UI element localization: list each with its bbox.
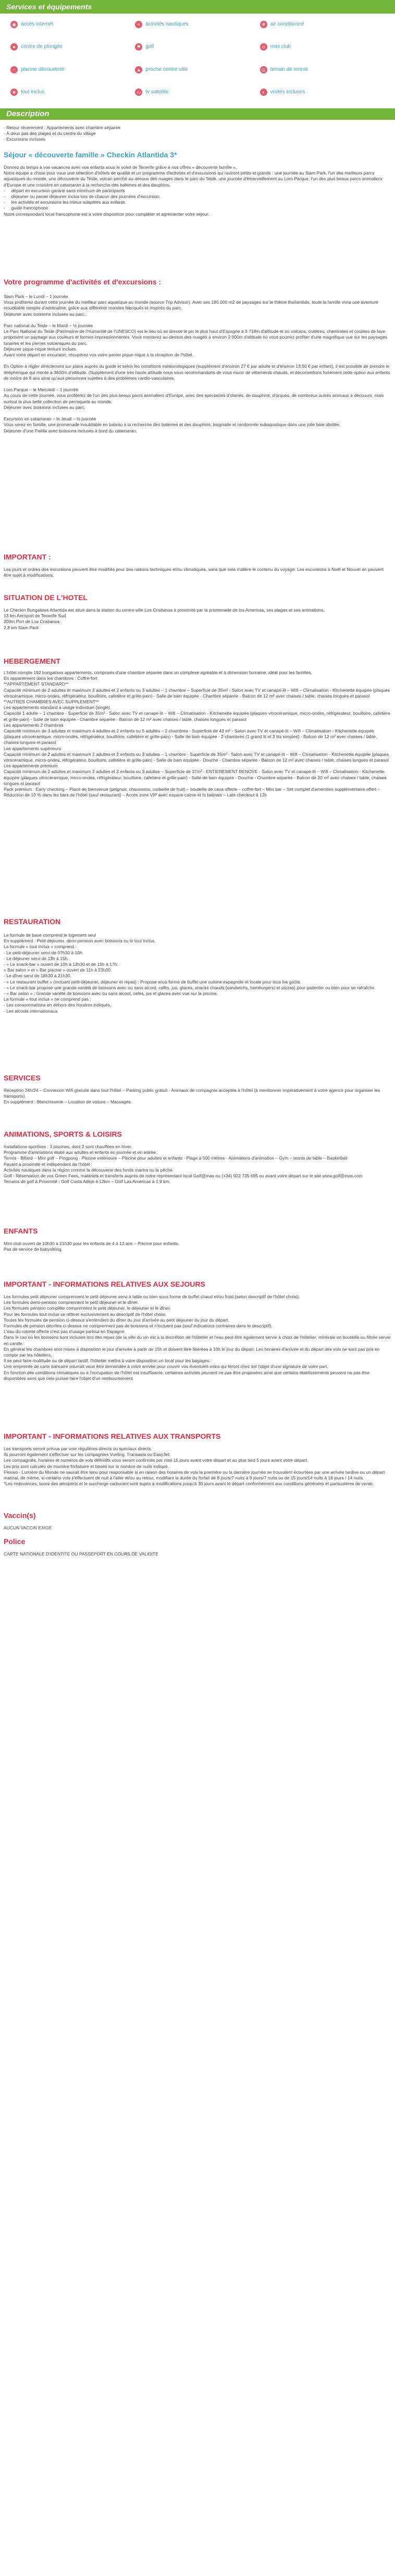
services-header: Services et équipements xyxy=(0,0,395,14)
services-grid xyxy=(0,14,395,103)
sejour-block xyxy=(4,150,391,217)
programme-block xyxy=(4,277,391,434)
service-item xyxy=(135,86,260,99)
snowflake-icon: ✻ xyxy=(260,21,267,28)
services2-block xyxy=(4,1073,391,1105)
situation-text: Le Checkin Bungalows Atlantida est situé dans la station du centre-ville Los Cristianos à proximité par la promenade de los Americas, ses plages et ses animations. 13 km Aéroport de Tenerife Sud 200m Port de Los Cristianos 2,8 km Siam Park xyxy=(4,607,325,630)
hebergement-text: L'hôtel compte 192 bungalows appartements, composés d'une chambre séparée dans un complexe agréable et à dimension humaine, idéal pour les familles. En appartement dans les chambres : Coffre-fort **APPARTEMENT STANDARD** Capacité minimum de 2 adultes et maximum 2 adultes et 2 enfants ou 3 adultes – 1 chambre – Superficie de 35m² - Salon avec TV et canapé-lit – Wifi – Climatisation - Kitchenette équipée (plaques vitrocéramique, micro-ondes, réfrigérateur, bouilloire, cafetière et grille-pain) - Salle de bain équipée - Chambre séparée - Balcon de 12 m² avec chaises / table, chaises longues et parasol **AUTRES CHAMBRES AVEC SUPPLEMENT** Les appartements standard à usage individuel (single) Capacité 1 adulte – 1 chambre - Superficie de 35m² - Salon avec TV et canapé-lit – Wifi – Climatisation - Kitchenette équipée (plaques vitrocéramique, micro-ondes, réfrigérateur, bouilloire, cafetière et grille-pain) - Salle de bain équipée - Chambre séparée - Balcon de 12 m² avec chaises / table, chaises longues et parasol Les appartements 2 chambres Capacité minimum de 3 adultes et maximum 4 adultes et 2 enfants ou 5 adultes – 2 chambres - Superficie de 43 m² - Salon avec TV et canapé-lit – Wifi – Climatisation - Kitchenette équipée (plaques vitrocéramique, micro-ondes, réfrigérateur, bouilloire, cafetière et grille-pain) - Salle de bain équipée - 2 chambres (1 grand lit et 2 lits simples) - Balcon de 12 m² avec chaises / table, chaises longues et parasol Les appartements supérieurs Capacité minimum de 2 adultes et maximum 2 adultes et 2 enfants ou 3 adultes – 1 chambre - Superficie de 35m² - Salon avec TV et canapé-lit – Wifi – Climatisation - Kitchenette équipée (plaques vitrocéramique, micro-ondes, réfrigérateur, bouilloire, cafetière et grille-pain) - Salle de bain équipée - Douche - Chambre séparée - Balcon de 12 m² avec chaises / table, chaises longues et parasol Les appartements premium Capacité minimum de 2 adultes et maximum 2 adultes et 2 enfants ou 3 adultes – Superficie de 37m² - ENTIEREMENT RENOVE - Salon avec TV et canapé-lit – Wifi – Climatisation - Kitchenette équipée (plaques vitrocéramique, micro-ondes, réfrigérateur, bouilloire, cafetière et grille-pain) - Salle de bain équipée - Douche - Chambre séparée - Balcon de 20 m² avec chaises / table, chaises longues et parasol Pack premium : Early checking – Placé de bienvenue (peignoir, chaussons, corbeille de fruit) – bouteille de cava offerte – coffre-fort – Mini bar – Set complet d'amenities supplémentaire offert – Réduction de 10 % dans les bars de l'hôtel (sauf restaurant) – Accès zone VIP avec espace calme et hi balinais – Late checkout à 12h xyxy=(4,670,390,798)
important2-title: IMPORTANT - INFORMATIONS RELATIVES AUX SEJOURS xyxy=(4,1280,205,1288)
restauration-text: La formule de base comprend le logement seul En supplément : Petit déjeuner, demi-pension avec boissons ou le tout inclus. La formule « tout inclus » comprend : - Le petit-déjeuner servi de 07h30 à 10h. - Le déjeuner servi de 13h à 15h. - « Le snack-bar » ouvert de 10h à 12h30 et de 15h à 17h. « Bar salon » et « Bar piscine » ouvert de 11h à 23h30. - Le dîner servi de 18h30 à 21h30. - « Le restaurant buffet » (incluant petit-déjeuner, déjeuner et repas) : Propose sous forme de buffet une cuisine espagnole et locale pour tous les goûts. - « Le snack-bar propose une grande variété de boissons avec ou sans alcool, cafés, jus, glaces, snacks chauds (sandwichs, hamburgers) et pizzas) pour patienter ou bien pour se rafraîchir. - « Bar salon » : Grande variété de boissons avec ou sans alcool, cafés, jus et glaces avec vue sur la piscine. La formule « tout inclus » ne comprend pas : - Les consommations en dehors des horaires indiqués. - Les alcools internationaux. xyxy=(4,932,376,1014)
service-item xyxy=(135,63,260,77)
description-header: Description xyxy=(0,108,395,120)
diver-icon: ● xyxy=(10,43,18,51)
situation-title: SITUATION DE L'HOTEL xyxy=(4,593,88,602)
important-block xyxy=(4,552,391,578)
police-text: CARTE NATIONALE D'IDENTITE OU PASSEPORT EN COURS DE VALIDITE xyxy=(4,1551,158,1557)
sejour-title: Séjour « découverte famille » Checkin Atlantida 3* xyxy=(4,151,177,159)
intro-text: - Retour récemment : Appartements avec chambre séparée - À deux pas des plages et du centre du village - Excursions incluses xyxy=(4,125,120,142)
service-label: tv satellite xyxy=(145,89,169,95)
important2-block xyxy=(4,1279,391,1382)
services2-title: SERVICES xyxy=(4,1074,41,1082)
service-item xyxy=(10,86,135,99)
boat-icon: ≈ xyxy=(135,21,142,28)
service-label: air conditionné xyxy=(270,21,304,27)
important-title: IMPORTANT : xyxy=(4,553,51,561)
service-label: tout inclus xyxy=(21,89,45,95)
service-label: activités nautiques xyxy=(145,21,189,27)
kids-icon: ☺ xyxy=(260,43,267,51)
all-inclusive-icon: ★ xyxy=(10,89,18,96)
service-item xyxy=(10,63,135,77)
programme-title: Votre programme d'activités et d'excursions : xyxy=(4,278,162,286)
city-icon: ▲ xyxy=(135,66,142,73)
service-item xyxy=(135,18,260,31)
animations-title: ANIMATIONS, SPORTS & LOISIRS xyxy=(4,1130,122,1138)
restauration-title: RESTAURATION xyxy=(4,917,61,926)
service-item xyxy=(260,41,385,54)
vaccin-block xyxy=(4,1511,391,1531)
police-block xyxy=(4,1537,391,1557)
wifi-icon: ◉ xyxy=(10,21,18,28)
service-item xyxy=(260,18,385,31)
tennis-icon: ◎ xyxy=(260,66,267,73)
enfants-text: Mini-club ouvert de 10h30 à 21h30 pour les enfants de 4 à 12 ans – Piscine pour enfants. Pas de service de babysitting. xyxy=(4,1241,179,1252)
services2-text: Réception 24h/24 – Connexion Wifi gratuite dans tout l'hôtel – Parking public gratuit - Animaux de compagnie acceptés à l'hôtel (à mentionner impérativement à votre agence pour organiser les transports). En supplément : Blanchisserie – Location de voiture – Massages. xyxy=(4,1088,380,1105)
enfants-title: ENFANTS xyxy=(4,1227,38,1235)
important3-text: Les transports seront prévus par voie régulières directs ou spéciaux directs. Ils pourront également s'effectuer sur les compagnies Vueling, Transavia ou EasyJet. Les compagnies, horaires et numéros de vols définitifs vous seront confirmés par mail 15 jours avant votre départ et au plus tard 5 jours avant votre départ. Les prix sont calculés de manière forfaitaire et basés sur le nombre de nuits indiqué. Flexwo - Lumière du Monde ne saurait être tenu pour responsable si en raison des horaires de vols la première ou la dernière journée se trouvaient écourtées par une arrivée tardive ou un départ matinal, de même, si certains vols s'effectuent de nuit à l'aller et/ou au retour, modifiant la durée du forfait de 8 jours/7 nuits à 9 jours/7 nuits ou de 15 jours/14 nuits à 16 jours / 14 nuits. *Les redevances, taxes des aéroports et le surcharge carburant sont sujets à modifications jusqu'à 30 jours avant le départ conformément aux conditions générales et particulières de vente. xyxy=(4,1446,385,1487)
situation-block xyxy=(4,593,391,631)
important2-text: Les formules petit déjeuner comprennent le petit déjeuner servi à table ou bien sous forme de buffet chaud et/ou froid (selon descriptif de l'hôtel choisi). Les formules demi-pension comprennent le petit déjeuner et le dîner. Les formules pension complète comprennent le petit déjeuner, le déjeuner et le dîner. Pour les formules tout inclus se référer exclusivement au descriptif de l'hôtel choisi. Toutes les formules de pension ci-dessus s'entendent du dîner du jour d'arrivée au petit déjeuner du jour du départ. Formules de pension décrites ci-dessus ne comprennent pas de boissons et n'incluent pas (sauf indications contraires dans le descriptif). L'eau du robinet offerte n'est pas d'usage partout en Espagne. Dans le cas où les boissons sont incluses lors des repas (de la ville du vin est à la discrétion de l'hôtelier et l'eau peut être également servie à choix de l'hôtelier, minérale en bouteille ou filtrée servie en carafe. En général les chambres sont mises à disposition le jour d'arrivée à partir de 15h et doivent être libérées à 10h le jour du départ. Les horaires d'arrivée et du départ des vols ne sont pas pris en compte par les hôteliers. Il se peut faire multitude ou de départ tardif, l'hôtelier mettra à votre disposition un local pour les bagages. Une empreinte de carte bancaire pourrait vous être demandée à votre arrivée pour couvrir vos éventuels extra qui feront chez soi l'objet d'une signature de votre part. En fonction des conditions climatiques ou à l'occupation de l'hôtel est insuffisante, certaines activités peuvent ne pas être proposées ainsi que certains établissements peuvent ne pas être disponibles sans que cela puisse faire l'objet d'un remboursement. xyxy=(4,1294,391,1381)
vaccin-title: Vaccin(s) xyxy=(4,1511,36,1520)
service-label: centre de plongée xyxy=(21,44,63,50)
service-item xyxy=(135,41,260,54)
service-label: piscine découverte xyxy=(21,66,65,72)
enfants-block xyxy=(4,1226,391,1252)
service-label: visites incluses xyxy=(270,89,305,95)
important3-title: IMPORTANT - INFORMATIONS RELATIVES AUX TRANSPORTS xyxy=(4,1432,221,1440)
binoculars-icon: ◐ xyxy=(260,89,267,96)
service-label: mini club xyxy=(270,44,291,50)
service-item xyxy=(260,86,385,99)
tv-icon: ▭ xyxy=(135,89,142,96)
hebergement-title: HEBERGEMENT xyxy=(4,657,60,665)
pool-icon: ~ xyxy=(10,66,18,73)
important-text: Les jours et ordres des excursions peuvent être modifiés pour des raisons techniques et/ou climatiques, sans que cela n'altère le contenu du voyage. Les excursions à Noël et Nouvel an peuvent être sujet à modifications. xyxy=(4,567,385,578)
service-item xyxy=(260,63,385,77)
animations-block xyxy=(4,1129,391,1185)
service-label: proche centre ville xyxy=(145,66,188,72)
important3-block xyxy=(4,1432,391,1487)
service-item xyxy=(10,41,135,54)
service-label: golf xyxy=(145,44,154,50)
restauration-block xyxy=(4,917,391,1014)
vaccin-text: AUCUN VACCIN EXIGE xyxy=(4,1525,52,1530)
animations-text: Installations sportives : 3 piscines, dont 2 sont chauffées en hiver. Programme d'animations établi aux adultes et enfants en journée et en soirée. Tennis - Billard – Mini golf – Pingpong - Piscine extérieure – Piscine pour adultes et enfants - Plage à 500 mètres - Animations d'animation – Gym – tennis de table – Basketball Payant à proximité et indépendant de l'hôtel : Activités nautiques dans la région comme la découverte des fonds marins ou la pêche. Golf - Réservation de vos Green Fees, matériels et transferts auprès de notre représentant local Golf@mas ou (+34) 922 735 695 ou avant votre départ sur le site www.golf@mas.com Terrains de golf à Proximité : Golf Costa Adeje à 12km – Golf Las Americas à 1,9 km. xyxy=(4,1144,363,1185)
service-label: terrain de tennis xyxy=(270,66,308,72)
hebergement-block xyxy=(4,656,391,798)
service-item xyxy=(10,18,135,31)
sejour-text: Donnez du temps à vos vacances avec vos enfants sous le soleil de Tenerife grâce à nos offres « découverte famille ». Notre équipe a choisi pour vous une sélection d'hôtels de qualité et un programme d'activités et d'excursions qui raviront petits et grands : une journée au Siam Park, l'un des meilleurs parcs aquatiques du monde, une découverte du Teide, volcan perché au-dessus des nuages dans le parc du Teide, une journée d'émerveillement au Loro Parque, l'un des plus beaux parcs animaliers d'Europe et une croisière en catamaran à la recherche des baleines et des dauphins. - départ en excursion garanti sans minimum de participants - déjeuner ou panier déjeuner inclus lors de chacun des journées d'excursion. - les activités et excursions les mieux adaptées aux enfants. - guide francophone Notre correspondant local francophone est à votre disposition pour compléter et agrémenter votre séjour. xyxy=(4,165,382,217)
intro-block xyxy=(4,125,391,143)
golf-icon: ⚑ xyxy=(135,43,142,51)
programme-text: Siam Park – le Lundi – 1 journée Vous profiterez durant cette journée du meilleur parc aquatique au monde (source Trip Advisor). Avec ses 185 000 m2 de paysages sur le thème thaïlandais, toute la famille vivra une aventure inoubliable remplie d'adrénaline, grâce aux différents mondes fabriqués et inspirés du parc. Déjeuner avec boissons incluses au parc. Parc national du Teide – le Mardi – ½ journée Le Parc National du Teide (Patrimoine de l'Humanité de l'UNESCO) est le lieu où se dresse le pic le plus haut d'Espagne à 3 718m d'altitude et où volcans, cratères, cheminées et coulées de lave proposent un paysage aux couleurs et formes impressionnantes. Vous monterez au-dessus des nuages à environ 2 000m d'altitude où vous pourrez profiter d'une magnifique vue sur les paysages lunaires et les pierres volcaniques du parc. Déjeuner pique-nique tenture inclues. Avant votre départ en excursion, récupérez vos votre panier pique-nique à la réception de l'hôtel. En Option à régler directement sur place auprès du guide et selon les conditions météorologiques (supplément d'environ 27 € par adulte et d'environ 13,50 € par enfant), il est possible de prendre le téléphérique qui monte à 3600m d'altitude. (Supplément d'une très haute altitude nous vous recommandons de vous munir de vêtements chauds, et déconseillons fortement cette option aux enfants de moins de 8 ans ainsi qu'aux personnes sujettes à des problèmes cardio-vasculaires. Loro Parque – le Mercredi – 1 journée Au cours de cette journée, vous profiterez de l'un des plus beaux parcs animaliers d'Europe, avec des spectacles d'otaries, de dauphins, d'orques, de nombreux autres animaux à découvrir, mais surtout la plus belle collection de perroquets au monde. Déjeuner avec boissons incluses au parc. Excursion en catamaran – le Jeudi – ½ journée Vous serez en famille, une promenade inoubliable en bateau à la recherche des baleines et des dauphins, baignade et randonnée subaquatique dans une jolie baie abritée. Déjeuner d'une Paëlla avec boissons incluses à bord du catamaran. xyxy=(4,294,390,433)
police-title: Police xyxy=(4,1537,26,1546)
service-label: accès internet xyxy=(21,21,54,27)
